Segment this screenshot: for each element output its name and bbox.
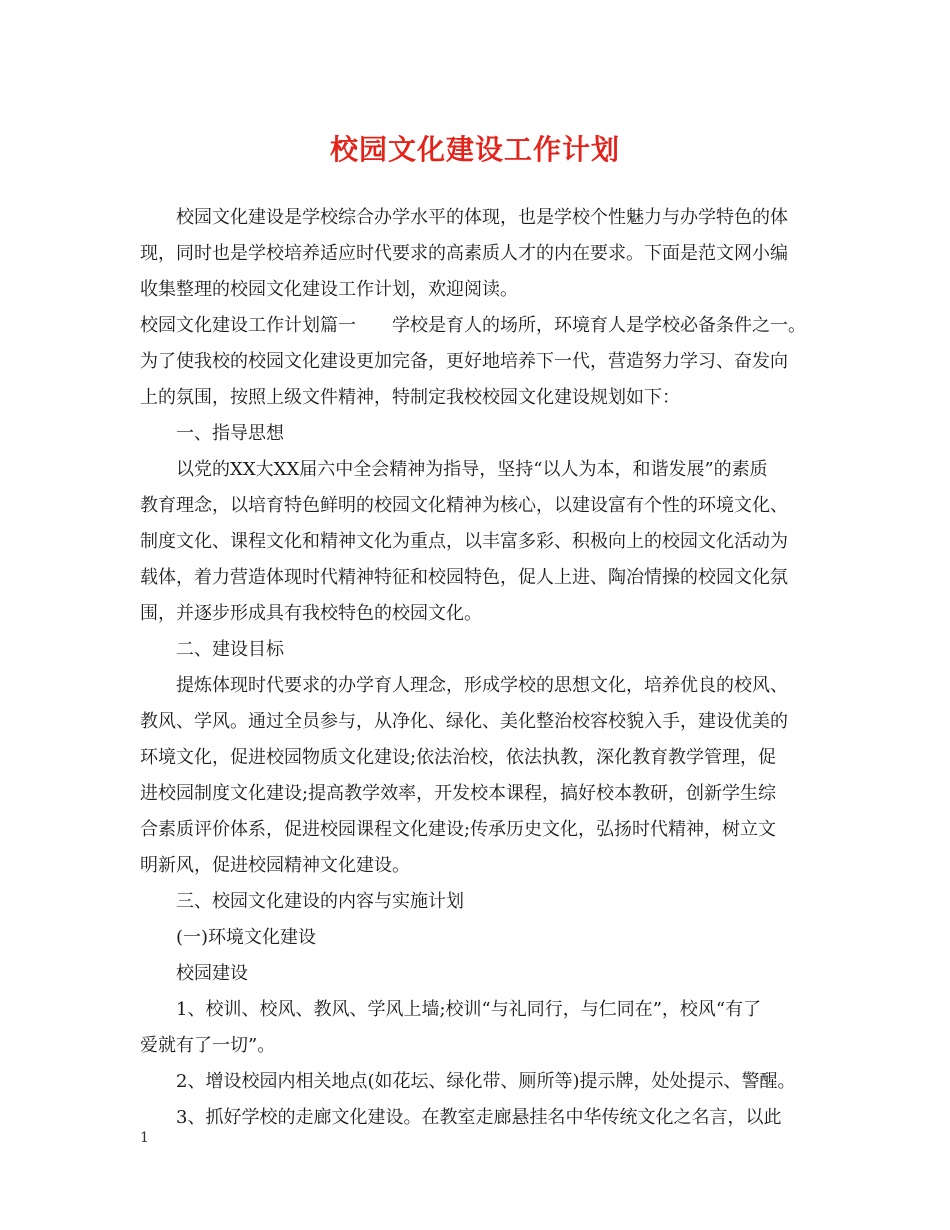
paragraph-line: 以党的XX大XX届六中全会精神为指导，坚持“以人为本，和谐发展”的素质 xyxy=(176,459,768,480)
section-heading: 三、校园文化建设的内容与实施计划 xyxy=(176,891,464,912)
section-heading: 二、建设目标 xyxy=(176,639,284,660)
section-heading: 一、指导思想 xyxy=(176,423,284,444)
paragraph-line: 校园文化建设是学校综合办学水平的体现，也是学校个性魅力与办学特色的体 xyxy=(176,207,788,228)
subsection-heading: 校园建设 xyxy=(176,963,248,984)
paragraph-line: 进校园制度文化建设;提高教学效率，开发校本课程，搞好校本教研，创新学生综 xyxy=(140,783,777,804)
paragraph-line: 校园文化建设工作计划篇一 学校是育人的场所，环境育人是学校必备条件之一。 xyxy=(140,315,806,336)
document-body xyxy=(140,200,840,1136)
paragraph-line: 为了使我校的校园文化建设更加完备，更好地培养下一代，营造努力学习、奋发向 xyxy=(140,351,788,372)
subsection-heading: (一)环境文化建设 xyxy=(176,927,317,948)
paragraph-line: 环境文化，促进校园物质文化建设;依法治校，依法执教，深化教育教学管理，促 xyxy=(140,747,777,768)
paragraph-line: 上的氛围，按照上级文件精神，特制定我校校园文化建设规划如下： xyxy=(140,387,680,408)
paragraph-line: 制度文化、课程文化和精神文化为重点，以丰富多彩、积极向上的校园文化活动为 xyxy=(140,531,788,552)
list-item: 1、校训、校风、教风、学风上墙;校训“与礼同行，与仁同在”，校风“有了 xyxy=(176,999,762,1020)
paragraph-line: 提炼体现时代要求的办学育人理念，形成学校的思想文化，培养优良的校风、 xyxy=(176,675,788,696)
paragraph-line: 收集整理的校园文化建设工作计划，欢迎阅读。 xyxy=(140,279,518,300)
paragraph-line: 载体，着力营造体现时代精神特征和校园特色，促人上进、陶冶情操的校园文化氛 xyxy=(140,567,788,588)
list-item-continuation: 爱就有了一切”。 xyxy=(140,1035,276,1056)
document-title: 校园文化建设工作计划 xyxy=(329,133,620,166)
paragraph-line: 围，并逐步形成具有我校特色的校园文化。 xyxy=(140,603,482,624)
list-item: 2、增设校园内相关地点(如花坛、绿化带、厕所等)提示牌，处处提示、警醒。 xyxy=(176,1071,796,1092)
paragraph-line: 合素质评价体系，促进校园课程文化建设;传承历史文化，弘扬时代精神，树立文 xyxy=(140,819,777,840)
paragraph-line: 现，同时也是学校培养适应时代要求的高素质人才的内在要求。下面是范文网小编 xyxy=(140,243,788,264)
paragraph-line: 教风、学风。通过全员参与，从净化、绿化、美化整治校容校貌入手，建设优美的 xyxy=(140,711,788,732)
page-number: 1 xyxy=(140,1130,149,1146)
list-item: 3、抓好学校的走廊文化建设。在教室走廊悬挂名中华传统文化之名言，以此 xyxy=(176,1107,782,1128)
paragraph-line: 明新风，促进校园精神文化建设。 xyxy=(140,855,410,876)
paragraph-line: 教育理念，以培育特色鲜明的校园文化精神为核心，以建设富有个性的环境文化、 xyxy=(140,495,788,516)
